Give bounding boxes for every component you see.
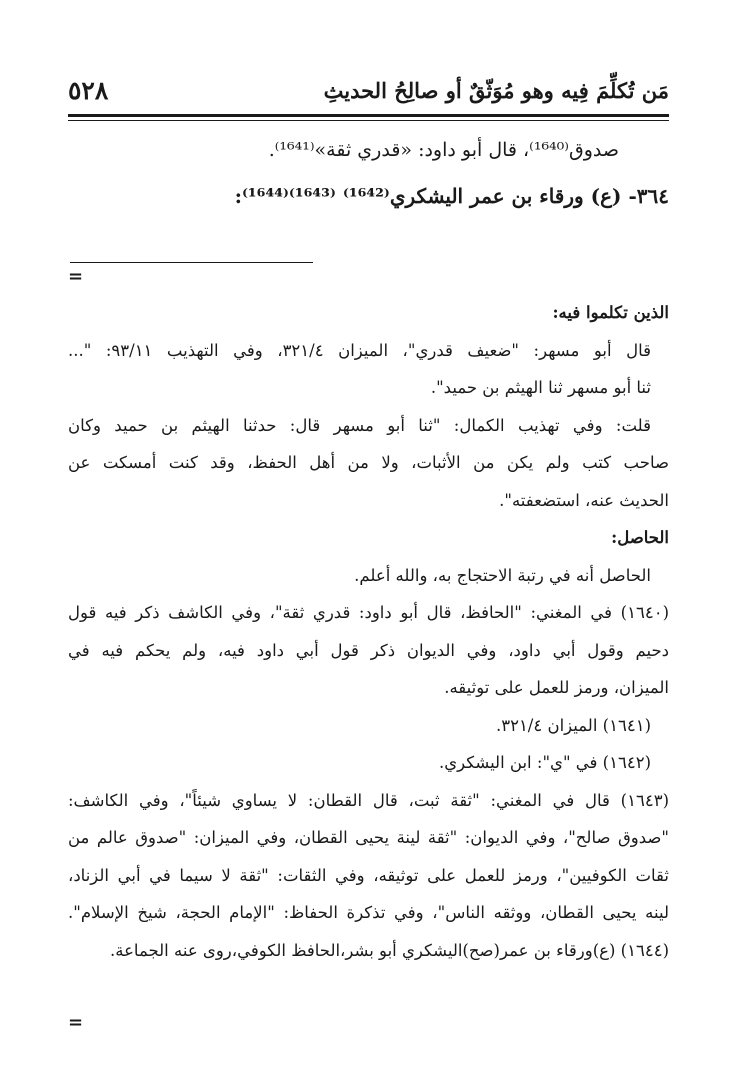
para2-line1: قلت: وفي تهذيب الكمال: "ثنا أبو مسهر قال: حدثنا الهيثم بن حميد وكان — [68, 415, 651, 435]
heading-critics: الذين تكلموا فيه: — [552, 303, 669, 322]
footnote-1644: (١٦٤٤) (ع)ورقاء بن عمر(صح)اليشكري أبو بشر،الحافظ الكوفي،روى عنه الجماعة. — [109, 940, 669, 960]
para3: الحاصل أنه في رتبة الاحتجاج به، والله أعلم. — [354, 565, 651, 585]
para1-line2: ثنا أبو مسهر ثنا الهيثم بن حميد". — [430, 378, 651, 397]
page-number: ٥٢٨ — [68, 75, 109, 105]
footnote-1642: (١٦٤٢) في "ي": ابن اليشكري. — [438, 753, 651, 772]
heading-conclusion: الحاصل: — [611, 528, 669, 547]
para2-line3: الحديث عنه، استضعفته". — [499, 490, 669, 510]
main-text — [68, 132, 669, 216]
footnote-divider — [70, 262, 313, 263]
para1-line1: قال أبو مسهر: "ضعيف قدري"، الميزان ٣٢١/٤، وفي التهذيب ٩٣/١١: "... — [68, 340, 651, 360]
footnote-1640-line2: دحيم وقول أبي داود، وفي الديوان ذكر قول أبي داود فيه، ولم يحكم فيه في — [68, 640, 669, 660]
footnote-1643-line2: "صدوق صالح"، وفي الديوان: "ثقة لينة يحيى القطان، وفي الميزان: "صدوق عالم من — [68, 828, 669, 847]
running-title: مَن تُكلِّمَ فِيه وهو مُوَثّقٌ أو صالِحُ الحديثِ — [323, 77, 669, 103]
footnote-1643-line1: (١٦٤٣) قال في المغني: "ثقة ثبت، قال القطان: لا يساوي شيئاً"، وفي الكاشف: — [68, 790, 669, 810]
footnote-1641: (١٦٤١) الميزان ٣٢١/٤. — [495, 715, 651, 735]
footnote-1640-line3: الميزان، ورمز للعمل على توثيقه. — [444, 678, 669, 697]
footnote-1640-line1: (١٦٤٠) في المغني: "الحافظ، قال أبو داود: قدري ثقة"، وفي الكاشف ذكر فيه قول — [68, 603, 669, 622]
page-header — [68, 70, 669, 110]
entry-heading: ٣٦٤- (ع) ورقاء بن عمر اليشكري⁽¹⁶⁴²⁾ ⁽¹⁶⁴³⁾⁽¹⁶⁴⁴⁾: — [234, 184, 669, 208]
para2-line2: صاحب كتب ولم يكن من الأثبات، ولا من أهل الحفظ، وقد كنت أمسكت عن — [68, 453, 669, 472]
continuation-mark-bottom: = — [68, 1012, 84, 1033]
notes-section — [68, 294, 669, 969]
footnote-1643-line3: ثقات الكوفيين"، ورمز للعمل على توثيقه، وفي الثقات: "ثقة لا سيما في أبي الزناد، — [68, 865, 669, 885]
header-rule — [68, 114, 669, 121]
main-line-1: صدوق⁽¹⁶⁴⁰⁾، قال أبو داود: «قدري ثقة»⁽¹⁶⁴¹⁾. — [268, 139, 619, 161]
footnote-1643-line4: لينه يحيى القطان، ووثقه الناس"، وفي تذكرة الحفاظ: "الإمام الحجة، شيخ الإسلام". — [68, 903, 669, 922]
continuation-mark-top: = — [68, 266, 84, 287]
